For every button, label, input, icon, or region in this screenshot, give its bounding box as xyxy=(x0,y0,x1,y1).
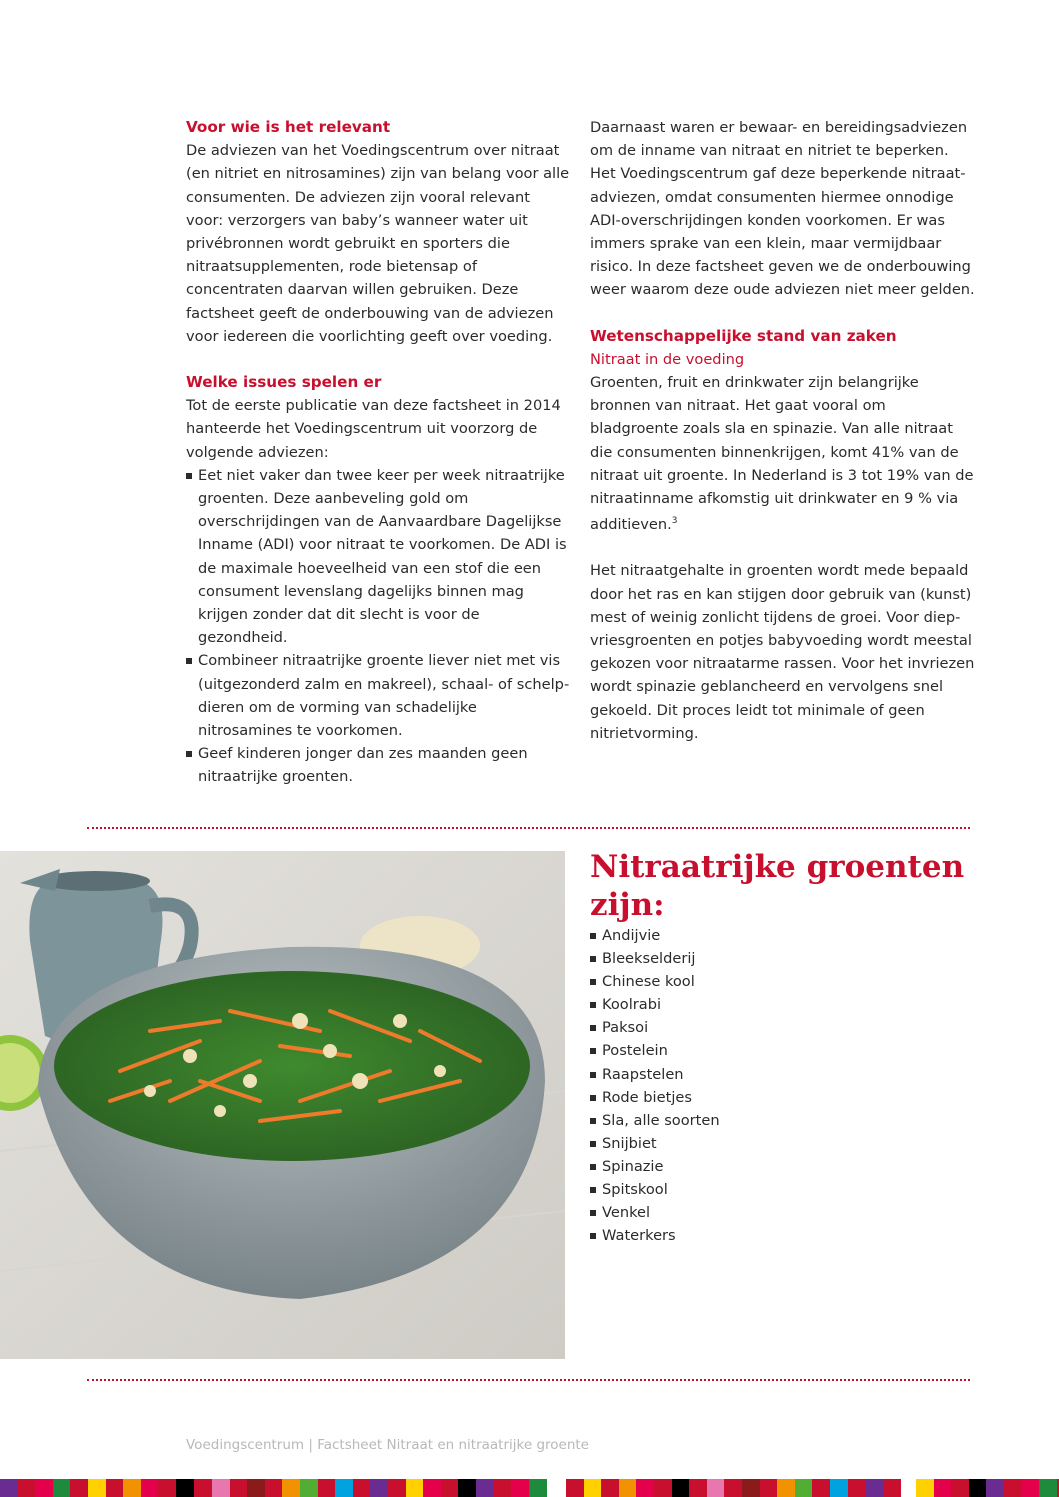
list-item: Rode bietjes xyxy=(590,1086,990,1109)
strip-segment xyxy=(123,1479,141,1497)
strip-segment xyxy=(830,1479,848,1497)
left-column xyxy=(186,116,570,789)
strip-segment xyxy=(654,1479,672,1497)
section-heading-relevance: Voor wie is het relevant xyxy=(186,118,391,136)
strip-segment xyxy=(441,1479,459,1497)
list-item: Postelein xyxy=(590,1039,990,1062)
dotted-divider-bottom xyxy=(87,1379,970,1381)
list-item: Eet niet vaker dan twee keer per week nitraatrijke groenten. Deze aanbeveling gold om overschrijdingen van de Aanvaardbare Dagelijkse Inname (ADI) voor nitraat te voorkomen. De ADI is de maximale hoeveelheid van een stof die een consument levenslang dagelijks binnen mag krijgen zonder dat dit slecht is voor de gezondheid. xyxy=(186,464,570,650)
strip-segment xyxy=(916,1479,934,1497)
section-heading-science: Wetenschappelijke stand van zaken xyxy=(590,326,897,345)
strip-segment xyxy=(141,1479,159,1497)
strip-segment xyxy=(265,1479,283,1497)
strip-segment xyxy=(388,1479,406,1497)
list-item: Raapstelen xyxy=(590,1063,990,1086)
strip-segment xyxy=(584,1479,602,1497)
strip-segment xyxy=(760,1479,778,1497)
strip-segment xyxy=(423,1479,441,1497)
list-item: Bleekselderij xyxy=(590,947,990,970)
strip-segment xyxy=(370,1479,388,1497)
strip-segment xyxy=(934,1479,952,1497)
strip-segment xyxy=(158,1479,176,1497)
strip-segment xyxy=(335,1479,353,1497)
sources-paragraph: Groenten, fruit en drinkwater zijn belangrijke bronnen van nitraat. Het gaat vooral om bladgroente zoals sla en spinazie. Van alle nitraat die consumenten binnenkrijgen, komt 41% van de nitraat uit groente. In Nederland is 3 tot 19% van de nitraatinname afkomstig uit drinkwater en 9 % via additieven.$^3$ xyxy=(590,374,974,534)
list-item: Chinese kool xyxy=(590,970,990,993)
strip-segment xyxy=(406,1479,424,1497)
section-heading-issues: Welke issues spelen er xyxy=(186,373,382,392)
strip-segment xyxy=(494,1479,512,1497)
strip-segment xyxy=(636,1479,654,1497)
strip-segment xyxy=(795,1479,813,1497)
strip-segment xyxy=(601,1479,619,1497)
strip-segment xyxy=(18,1479,36,1497)
strip-segment xyxy=(230,1479,248,1497)
advice-list xyxy=(186,464,570,789)
strip-segment xyxy=(969,1479,987,1497)
list-item: Paksoi xyxy=(590,1016,990,1039)
strip-segment xyxy=(865,1479,883,1497)
strip-segment xyxy=(476,1479,494,1497)
strip-segment xyxy=(986,1479,1004,1497)
strip-segment xyxy=(724,1479,742,1497)
strip-segment xyxy=(1004,1479,1022,1497)
list-item: Venkel xyxy=(590,1201,990,1224)
strip-segment xyxy=(672,1479,690,1497)
list-item: Geef kinderen jonger dan zes maanden geen nitraatrijke groenten. xyxy=(186,742,570,788)
advice-paragraph: Daarnaast waren er bewaar- en bereidingsadviezen om de inname van nitraat en nitriet te beperken. Het Voedingscentrum gaf deze beperkende nitraatadviezen, omdat consumenten hiermee onnodige ADI-overschrijdingen konden voorkomen. Er was immers sprake van een klein, maar vermijdbaar risico. In deze factsheet geven we de onderbouwing weer waarom deze oude adviezen niet meer gelden. xyxy=(590,119,975,299)
list-item: Koolrabi xyxy=(590,993,990,1016)
strip-segment xyxy=(282,1479,300,1497)
content-paragraph: Het nitraatgehalte in groenten wordt mede bepaald door het ras en kan stijgen door gebruik van (kunst) mest of weinig zonlicht tijdens de groei. Voor diepvriesgroenten en potjes babyvoeding wordt meestal gekozen voor nitraatarme rassen. Voor het invriezen wordt spinazie geblancheerd en vervolgens snel gekoeld. Dit proces leidt tot minimale of geen nitrietvorming. xyxy=(590,562,975,742)
strip-segment xyxy=(458,1479,476,1497)
strip-segment xyxy=(106,1479,124,1497)
strip-segment xyxy=(619,1479,637,1497)
nitrate-rich-vegetables-panel xyxy=(590,848,990,1247)
relevance-paragraph: De adviezen van het Voedingscentrum over nitraat (en nitriet en nitrosamines) zijn van belang voor alle consumenten. De adviezen zijn vooral relevant voor: verzorgers van baby’s wanneer water uit privébronnen wordt gebruikt en sporters die nitraatsupplementen, rode bietensap of concentraten daarvan willen gebruiken. Deze factsheet geeft de onderbouwing van de adviezen voor iedereen die voorlichting geeft over voeding. xyxy=(186,142,570,345)
list-item: Andijvie xyxy=(590,924,990,947)
strip-segment xyxy=(247,1479,265,1497)
strip-segment xyxy=(1022,1479,1040,1497)
list-item: Combineer nitraatrijke groente liever niet met vis (uitgezonderd zalm en makreel), schaal- of schelpdieren om de vorming van schadelijke nitrosamines te voorkomen. xyxy=(186,649,570,742)
strip-segment xyxy=(742,1479,760,1497)
strip-segment xyxy=(194,1479,212,1497)
strip-segment xyxy=(848,1479,866,1497)
list-item: Spitskool xyxy=(590,1178,990,1201)
strip-segment xyxy=(176,1479,194,1497)
strip-segment xyxy=(300,1479,318,1497)
strip-segment xyxy=(0,1479,18,1497)
right-column xyxy=(590,116,975,745)
strip-segment xyxy=(951,1479,969,1497)
salad-photo xyxy=(0,851,565,1359)
strip-segment xyxy=(88,1479,106,1497)
strip-segment xyxy=(53,1479,71,1497)
list-item: Waterkers xyxy=(590,1224,990,1247)
strip-segment xyxy=(689,1479,707,1497)
strip-segment xyxy=(777,1479,795,1497)
panel-title: Nitraatrijke groenten zijn: xyxy=(590,849,965,923)
strip-segment xyxy=(35,1479,53,1497)
vegetable-list xyxy=(590,924,990,1247)
strip-segment xyxy=(212,1479,230,1497)
dotted-divider-top xyxy=(87,827,970,829)
strip-segment xyxy=(1039,1479,1057,1497)
footnote-reference: 3 xyxy=(671,516,678,527)
strip-segment xyxy=(812,1479,830,1497)
strip-segment xyxy=(511,1479,529,1497)
strip-segment xyxy=(70,1479,88,1497)
section-subheading: Nitraat in de voeding xyxy=(590,350,745,368)
strip-segment xyxy=(529,1479,547,1497)
color-strip xyxy=(0,1479,1059,1497)
strip-segment xyxy=(566,1479,584,1497)
strip-segment xyxy=(318,1479,336,1497)
list-item: Spinazie xyxy=(590,1155,990,1178)
issues-intro: Tot de eerste publicatie van deze factsheet in 2014 hanteerde het Voedingscentrum uit voorzorg de volgende adviezen: xyxy=(186,397,561,461)
strip-segment xyxy=(707,1479,725,1497)
page-footer: Voedingscentrum | Factsheet Nitraat en nitraatrijke groente xyxy=(186,1437,589,1453)
strip-segment xyxy=(353,1479,371,1497)
strip-segment xyxy=(883,1479,901,1497)
list-item: Snijbiet xyxy=(590,1132,990,1155)
list-item: Sla, alle soorten xyxy=(590,1109,990,1132)
